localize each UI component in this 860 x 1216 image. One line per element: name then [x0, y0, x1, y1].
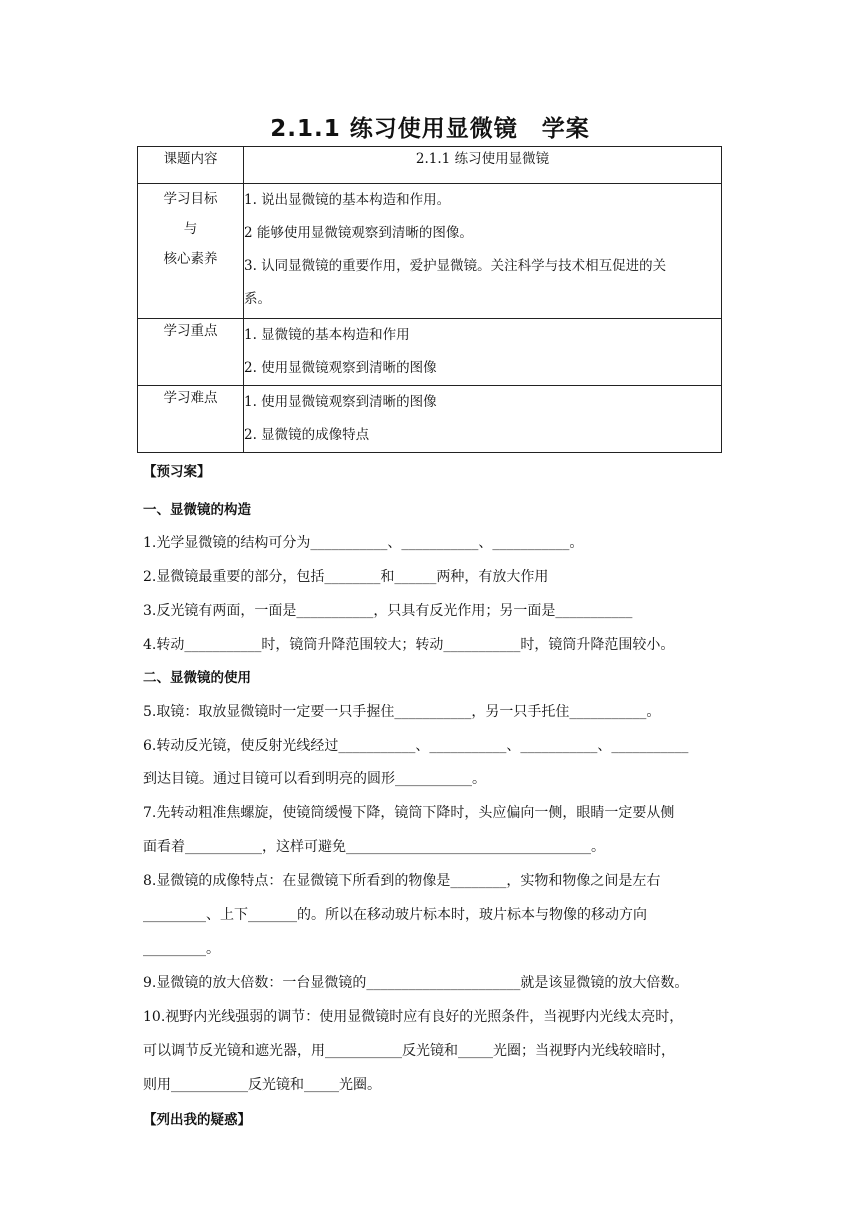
- row-label: 学习难点: [138, 386, 244, 453]
- question-line: 10.视野内光线强弱的调节：使用显微镜时应有良好的光照条件，当视野内光线太亮时，: [143, 1009, 684, 1025]
- question-line: 可以调节反光镜和遮光器，用___________反光镜和_____光圈；当视野内光线较暗时，: [143, 1043, 675, 1059]
- question-line: 1.光学显微镜的结构可分为___________、___________、___________。: [143, 535, 584, 551]
- content-line: 1. 显微镜的基本构造和作用: [244, 327, 410, 343]
- content-line: 系。: [244, 291, 271, 307]
- question-line: 3.反光镜有两面，一面是___________，只具有反光作用；另一面是___________: [143, 603, 633, 619]
- row-content: [244, 184, 722, 319]
- label-line: 学习目标: [163, 191, 218, 207]
- content-line: 2 能够使用显微镜观察到清晰的图像。: [244, 225, 473, 241]
- section-heading-preview: 【预习案】: [143, 464, 211, 480]
- question-line: 5.取镜：取放显微镜时一定要一只手握住___________，另一只手托住___________。: [143, 704, 661, 720]
- content-line: 2. 使用显微镜观察到清晰的图像: [244, 360, 437, 376]
- question-line: _________。: [143, 941, 220, 957]
- question-line: _________、上下_______的。所以在移动玻片标本时，玻片标本与物像的移动方向: [143, 907, 647, 923]
- content-line: 3. 认同显微镜的重要作用，爱护显微镜。关注科学与技术相互促进的关: [244, 258, 667, 274]
- question-line: 6.转动反光镜，使反射光线经过___________、___________、___________、___________: [143, 738, 689, 754]
- row-label: 学习重点: [138, 319, 244, 386]
- row-label: 课题内容: [138, 147, 244, 184]
- section-heading-usage: 二、显微镜的使用: [143, 670, 251, 686]
- table-row: [138, 386, 722, 453]
- section-heading-structure: 一、显微镜的构造: [143, 502, 251, 518]
- lesson-info-table: [137, 146, 722, 453]
- question-line: 面看着___________，这样可避免___________________________________。: [143, 839, 605, 855]
- question-line: 2.显微镜最重要的部分，包括________和______两种，有放大作用: [143, 569, 549, 585]
- label-line: 核心素养: [163, 251, 218, 267]
- table-row: [138, 319, 722, 386]
- label-line: 与: [183, 221, 198, 237]
- question-line: 则用___________反光镜和_____光圈。: [143, 1077, 381, 1093]
- question-line: 8.显微镜的成像特点：在显微镜下所看到的物像是________，实物和物像之间是左右: [143, 873, 661, 889]
- question-line: 9.显微镜的放大倍数：一台显微镜的______________________就是该显微镜的放大倍数。: [143, 975, 689, 991]
- row-label: [138, 184, 244, 319]
- content-line: 2. 显微镜的成像特点: [244, 427, 370, 443]
- row-content: 2.1.1 练习使用显微镜: [244, 147, 722, 184]
- page-title: 2.1.1 练习使用显微镜 学案: [270, 116, 590, 142]
- table-row: [138, 147, 722, 184]
- table-row: [138, 184, 722, 319]
- question-line: 7.先转动粗准焦螺旋，使镜筒缓慢下降，镜筒下降时，头应偏向一侧，眼睛一定要从侧: [143, 805, 675, 821]
- section-heading-questions: 【列出我的疑惑】: [143, 1112, 251, 1128]
- question-line: 4.转动___________时，镜筒升降范围较大；转动___________时，镜筒升降范围较小。: [143, 637, 675, 653]
- question-line: 到达目镜。通过目镜可以看到明亮的圆形___________。: [143, 771, 486, 787]
- row-content: [244, 319, 722, 386]
- content-line: 1. 说出显微镜的基本构造和作用。: [244, 192, 451, 208]
- row-content: [244, 386, 722, 453]
- content-line: 1. 使用显微镜观察到清晰的图像: [244, 394, 437, 410]
